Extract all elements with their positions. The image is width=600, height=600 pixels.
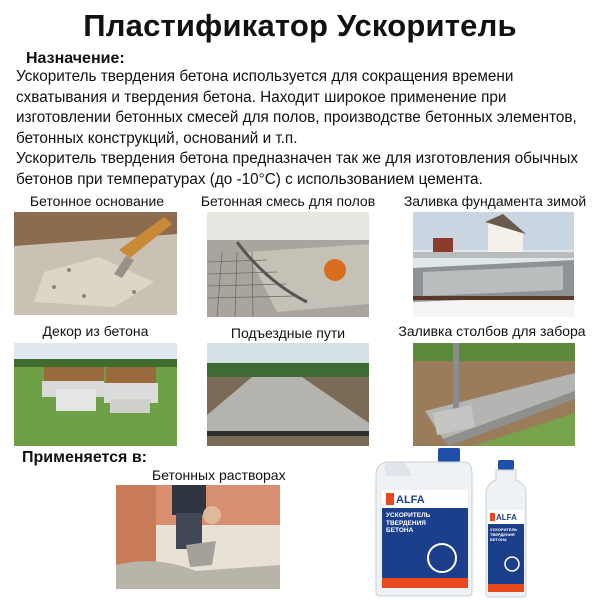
product-bottle-small bbox=[482, 460, 530, 598]
photo-access-roads bbox=[207, 343, 369, 446]
product-canister-large bbox=[372, 446, 476, 598]
product-name-large: УСКОРИТЕЛЬ ТВЕРДЕНИЯ БЕТОНА bbox=[386, 512, 431, 534]
photo-concrete-base bbox=[14, 212, 177, 315]
caption-concrete-decor: Декор из бетона bbox=[42, 323, 149, 339]
caption-concrete-base: Бетонное основание bbox=[29, 193, 165, 209]
brand-logo-small: ALFA bbox=[496, 513, 517, 522]
photo-winter-foundation bbox=[413, 212, 574, 317]
product-name-small: УСКОРИТЕЛЬ ТВЕРДЕНИЯ БЕТОНА bbox=[490, 527, 518, 542]
caption-winter-foundation: Заливка фундамента зимой bbox=[403, 193, 587, 209]
photo-fence-posts bbox=[413, 343, 575, 446]
caption-floor-mix: Бетонная смесь для полов bbox=[200, 193, 376, 209]
caption-fence-posts: Заливка столбов для забора bbox=[398, 323, 586, 339]
photo-floor-mix bbox=[207, 212, 369, 317]
purpose-paragraph-1: Ускоритель твердения бетона используется для сокращения времени схватывания и твердения бетона. Находит широкое применение при изготовлении бетонных смесей для полов, производстве бетонных элементов, бетонных конструкций, оснований и т.п. bbox=[16, 68, 577, 147]
purpose-heading: Назначение: bbox=[26, 50, 125, 67]
photo-concrete-decor bbox=[14, 343, 177, 446]
page-title: Пластификатор Ускоритель bbox=[83, 8, 517, 43]
brand-logo-large: ALFA bbox=[396, 494, 425, 506]
caption-mortars: Бетонных растворах bbox=[152, 467, 286, 483]
caption-access-roads: Подъездные пути bbox=[230, 325, 346, 341]
purpose-paragraph-2: Ускоритель твердения бетона предназначен так же для изготовления обычных бетонов при температурах (до -10°С) с использованием цемента. bbox=[16, 150, 578, 188]
photo-mortars bbox=[116, 485, 280, 589]
applied-heading: Применяется в: bbox=[22, 449, 147, 466]
purpose-description bbox=[16, 67, 594, 190]
